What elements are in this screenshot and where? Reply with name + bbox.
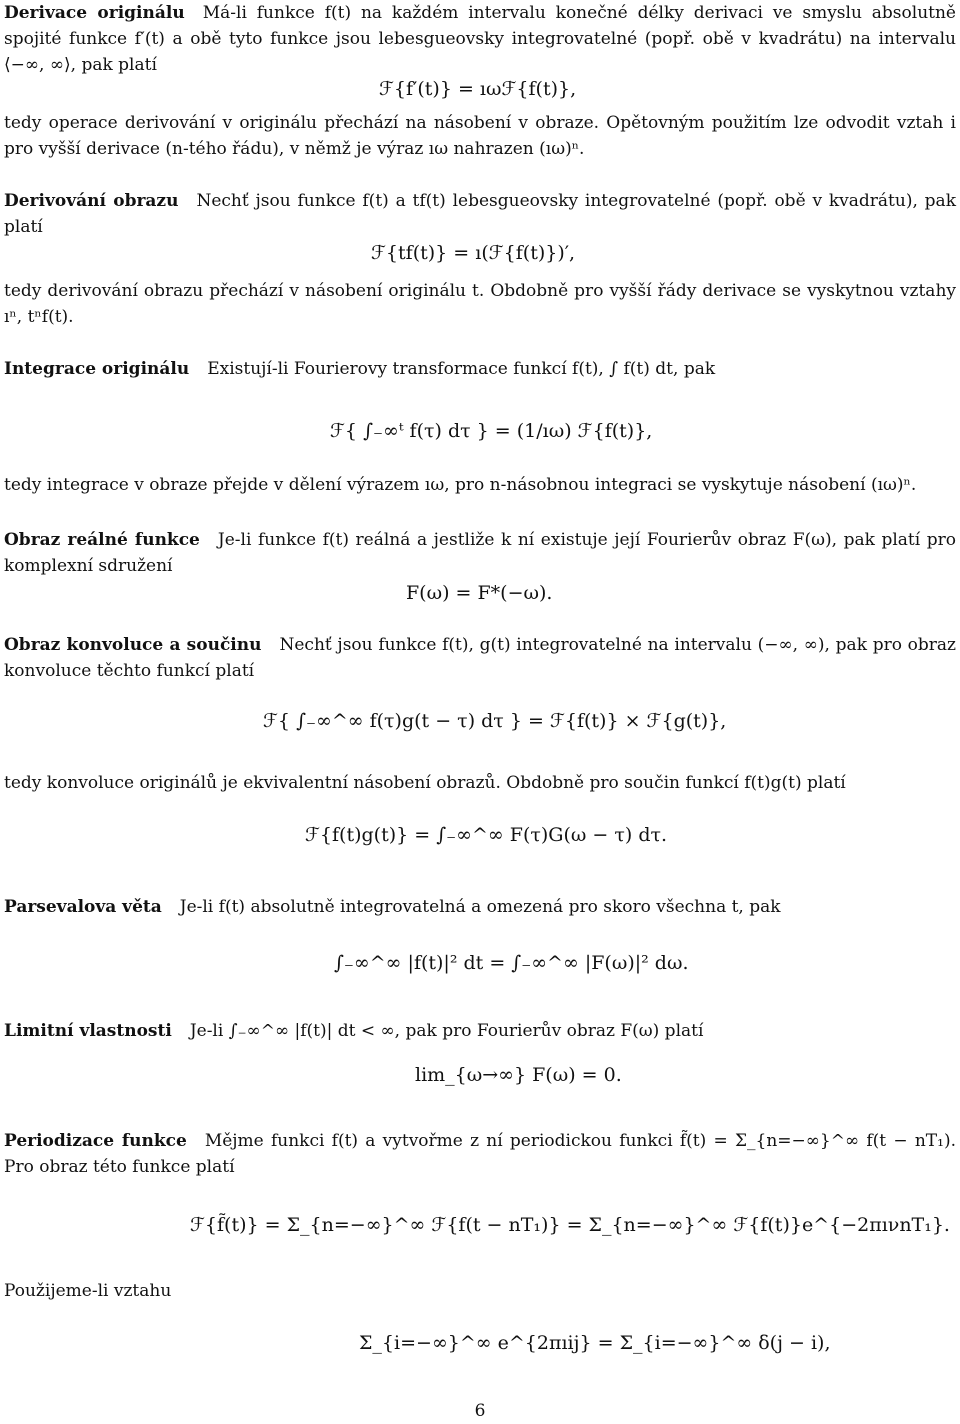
section-after: tedy integrace v obraze přejde v dělení výrazem ıω, pro n-násobnou integraci se vyskytuje násobení (ıω)ⁿ. xyxy=(4,475,917,495)
section-text: Mějme funkci f(t) a vytvořme z ní periodickou funkci f̃(t) = Σ_{n=−∞}^∞ f(t − nT₁). Pro obraz této funkce platí xyxy=(4,1131,956,1177)
section-heading: Derivace originálu xyxy=(4,3,185,23)
formula: ℱ{f̃(t)} = Σ_{n=−∞}^∞ ℱ{f(t − nT₁)} = Σ_{n=−∞}^∞ ℱ{f(t)}e^{−2πıνnT₁}. xyxy=(190,1214,950,1236)
formula-2: ℱ{f(t)g(t)} = ∫₋∞^∞ F(τ)G(ω − τ) dτ. xyxy=(305,824,668,846)
page-number: 6 xyxy=(474,1401,486,1421)
formula: ℱ{ ∫₋∞ᵗ f(τ) dτ } = (1/ıω) ℱ{f(t)}, xyxy=(330,420,653,442)
formula: ℱ{ ∫₋∞^∞ f(τ)g(t − τ) dτ } = ℱ{f(t)} × ℱ{g(t)}, xyxy=(263,710,727,732)
section-text: Je-li f(t) absolutně integrovatelná a omezená pro skoro všechna t, pak xyxy=(179,897,781,917)
section-obraz-realne-funkce xyxy=(4,527,957,604)
section-limitni-vlastnosti xyxy=(4,1018,956,1086)
formula: F(ω) = F*(−ω). xyxy=(406,582,553,604)
formula: ℱ{f′(t)} = ıωℱ{f(t)}, xyxy=(379,78,577,100)
formula-2: Σ_{i=−∞}^∞ e^{2πıij} = Σ_{i=−∞}^∞ δ(j − i), xyxy=(359,1332,831,1354)
section-after: tedy konvoluce originálů je ekvivalentní násobení obrazů. Obdobně pro součin funkcí f(t)g(t) platí xyxy=(4,773,846,793)
section-after: tedy derivování obrazu přechází v násobení originálu t. Obdobně pro vyšší řády derivace se vyskytnou vztahy ıⁿ, tⁿf(t). xyxy=(4,281,956,327)
section-text: Je-li ∫₋∞^∞ |f(t)| dt < ∞, pak pro Fourierův obraz F(ω) platí xyxy=(189,1021,704,1041)
section-derivovani-obrazu xyxy=(4,188,956,327)
section-periodizace xyxy=(4,1128,956,1354)
formula: ∫₋∞^∞ |f(t)|² dt = ∫₋∞^∞ |F(ω)|² dω. xyxy=(334,952,689,974)
section-text: Je-li funkce f(t) reálná a jestliže k ní existuje její Fourierův obraz F(ω), pak platí pro komplexní sdružení xyxy=(4,530,957,576)
section-heading: Parsevalova věta xyxy=(4,897,162,917)
section-after: Použijeme-li vztahu xyxy=(4,1281,172,1301)
section-heading: Periodizace funkce xyxy=(4,1131,187,1151)
section-text: Nechť jsou funkce f(t) a tf(t) lebesgueovsky integrovatelné (popř. obě v kvadrátu), pak platí xyxy=(4,191,956,237)
section-konvoluce xyxy=(4,632,956,846)
section-heading: Obraz konvoluce a součinu xyxy=(4,635,262,655)
formula: lim_{ω→∞} F(ω) = 0. xyxy=(415,1064,622,1086)
section-parseval xyxy=(4,894,956,974)
section-derivace-originalu xyxy=(4,0,956,159)
section-text: Nechť jsou funkce f(t), g(t) integrovatelné na intervalu (−∞, ∞), pak pro obraz konvoluce těchto funkcí platí xyxy=(4,635,956,681)
section-integrace-originalu xyxy=(4,356,956,495)
section-heading: Derivování obrazu xyxy=(4,191,179,211)
section-heading: Limitní vlastnosti xyxy=(4,1021,172,1041)
section-text: Má-li funkce f(t) na každém intervalu konečné délky derivaci ve smyslu absolutně spojité funkce f′(t) a obě tyto funkce jsou lebesgueovsky integrovatelné (popř. obě v kvadrátu) na intervalu ⟨−∞, ∞⟩, pak platí xyxy=(4,3,956,75)
section-text: Existují-li Fourierovy transformace funkcí f(t), ∫ f(t) dt, pak xyxy=(207,359,716,379)
section-heading: Integrace originálu xyxy=(4,359,190,379)
section-after: tedy operace derivování v originálu přechází na násobení v obraze. Opětovným použitím lze odvodit vztah i pro vyšší derivace (n-tého řádu), v němž je výraz ıω nahrazen (ıω)ⁿ. xyxy=(4,113,956,159)
section-heading: Obraz reálné funkce xyxy=(4,530,200,550)
formula: ℱ{tf(t)} = ı(ℱ{f(t)})′, xyxy=(371,242,576,264)
